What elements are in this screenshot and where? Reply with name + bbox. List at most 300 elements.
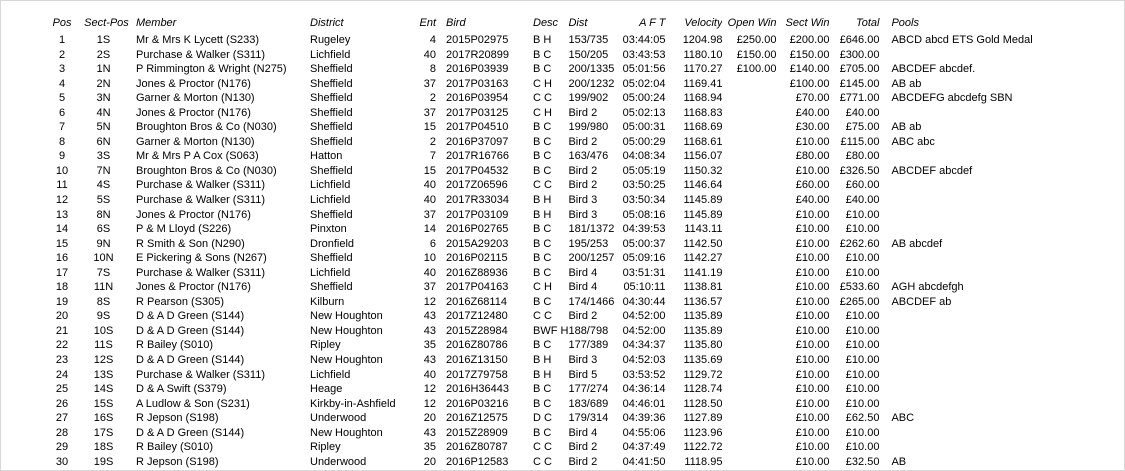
cell-bird: 2015P02975 [446,34,509,46]
cell-open-win [722,178,776,193]
cell-sect-win: £10.00 [795,339,830,352]
cell-sect-pos: 3N [96,92,111,105]
cell-dist: Bird 5 [568,368,598,381]
cell-velocity: 1128.50 [683,397,723,410]
cell-open-win [722,77,776,92]
cell-sect-pos: 18S [93,441,114,454]
cell-dist: 177/274 [568,383,609,396]
cell-pos: 6 [58,106,66,119]
cell-dist: 177/389 [568,339,609,352]
table-row [47,164,1075,179]
cell-ent: 2 [429,135,436,148]
cell-pools: AB abcdef [891,237,943,250]
cell-pos: 3 [58,63,66,76]
cell-sect-win: £40.00 [795,106,830,119]
cell-pools: AB ab [891,121,922,134]
cell-sect-pos: 8N [96,208,111,221]
cell-pos: 27 [55,412,69,425]
cell-dist: 163/476 [568,150,609,163]
cell-district: Ripley [310,339,341,352]
cell-member: E Pickering & Sons (N267) [136,252,267,265]
cell-ent: 15 [423,121,436,134]
cell-velocity: 1129.72 [683,368,723,381]
cell-open-win [722,135,776,150]
cell-aft: 04:39:36 [622,412,666,425]
cell-desc: B H [533,208,552,221]
cell-total: £145.00 [839,77,880,90]
cell-pos: 30 [55,455,69,468]
cell-sect-pos: 12S [93,354,114,367]
cell-total: £10.00 [845,208,880,221]
cell-member: R Jepson (S198) [136,455,219,468]
table-row [47,178,1075,193]
cell-member: Purchase & Walker (S311) [136,179,265,192]
cell-district: Sheffield [310,281,353,294]
cell-sect-pos: 13S [93,368,114,381]
cell-velocity: 1180.10 [683,48,723,61]
table-row [47,353,1075,368]
cell-aft: 03:44:05 [622,34,666,46]
cell-velocity: 1135.89 [683,324,723,337]
cell-open-win: £250.00 [736,34,777,46]
cell-pos: 13 [55,208,69,221]
cell-pools [885,149,1075,164]
cell-member: Purchase & Walker (S311) [136,194,265,207]
cell-sect-win: £10.00 [795,412,830,425]
cell-bird: 2017Z79758 [446,368,508,381]
cell-bird: 2017P03125 [446,106,509,119]
cell-district: New Houghton [310,310,383,323]
cell-ent: 35 [423,441,436,454]
cell-bird: 2017P03163 [446,77,509,90]
table-row [47,77,1075,92]
cell-dist: Bird 4 [568,266,598,279]
cell-total: £10.00 [845,310,880,323]
cell-pools: ABC abc [891,135,935,148]
cell-sect-pos: 8S [96,295,111,308]
cell-sect-pos: 5N [96,121,111,134]
table-row [47,455,1075,470]
cell-sect-pos: 16S [93,412,114,425]
cell-pools [885,222,1075,237]
cell-sect-win: £10.00 [795,397,830,410]
cell-open-win [722,295,776,310]
cell-member: P Rimmington & Wright (N275) [136,63,287,76]
cell-ent: 37 [423,77,436,90]
cell-total: £10.00 [845,354,880,367]
cell-desc: B C [533,135,552,148]
cell-desc: B H [533,368,552,381]
cell-open-win [722,397,776,412]
cell-velocity: 1122.72 [683,441,723,454]
cell-member: R Bailey (S010) [136,339,214,352]
cell-pools: AGH abcdefgh [891,281,964,294]
cell-desc: B C [533,150,552,163]
cell-pools [885,309,1075,324]
cell-open-win [722,222,776,237]
col-header-sect-win: Sect Win [785,16,830,29]
cell-member: R Smith & Son (N290) [136,237,245,250]
cell-bird: 2017R20899 [446,48,510,61]
cell-dist: 199/902 [568,92,609,105]
table-row [47,280,1075,295]
cell-ent: 12 [423,397,436,410]
cell-bird: 2016P02115 [446,252,508,265]
table-row [47,266,1075,281]
table-row [47,135,1075,150]
cell-pools [885,440,1075,455]
cell-pos: 1 [58,34,66,46]
cell-dist: 200/1232 [568,77,615,90]
cell-velocity: 1170.27 [683,63,723,76]
cell-sect-pos: 4S [96,179,111,192]
cell-sect-win: £40.00 [795,194,830,207]
cell-dist: 174/1466 [568,295,615,308]
cell-velocity: 1127.89 [683,412,723,425]
cell-aft: 05:09:16 [622,252,666,265]
cell-district: Lichfield [310,179,351,192]
cell-bird: 2016P03939 [446,63,509,76]
cell-aft: 03:50:25 [622,179,666,192]
cell-district: Underwood [310,412,367,425]
table-row [47,120,1075,135]
cell-sect-win: £100.00 [789,77,830,90]
cell-desc: B C [533,266,552,279]
cell-pools: ABCDEF abcdef [891,164,973,177]
cell-velocity: 1142.50 [683,237,723,250]
cell-sect-win: £10.00 [795,310,830,323]
table-row [47,368,1075,383]
cell-total: £10.00 [845,339,880,352]
cell-sect-pos: 19S [93,455,114,468]
cell-district: Kilburn [310,295,345,308]
cell-ent: 37 [423,208,436,221]
cell-open-win [722,411,776,426]
cell-member: Jones & Proctor (N176) [136,106,251,119]
cell-ent: 40 [423,194,436,207]
cell-member: Broughton Bros & Co (N030) [136,121,277,134]
table-row [47,222,1075,237]
table-row [47,208,1075,223]
cell-desc: B C [533,295,552,308]
cell-district: Sheffield [310,164,353,177]
cell-district: Underwood [310,455,367,468]
cell-sect-win: £10.00 [795,426,830,439]
cell-sect-win: £10.00 [795,441,830,454]
cell-dist: Bird 2 [568,310,598,323]
cell-pos: 14 [55,223,69,236]
cell-sect-pos: 6N [96,135,111,148]
cell-district: Rugeley [310,34,351,46]
cell-dist: Bird 2 [568,179,598,192]
cell-ent: 40 [423,48,436,61]
cell-bird: 2017P04510 [446,121,509,134]
cell-pos: 23 [55,354,69,367]
cell-aft: 04:08:34 [622,150,666,163]
cell-velocity: 1156.07 [683,150,723,163]
cell-sect-pos: 7N [96,164,111,177]
cell-total: £265.00 [839,295,880,308]
cell-open-win [722,164,776,179]
cell-pos: 28 [55,426,69,439]
cell-pools [885,338,1075,353]
cell-member: Purchase & Walker (S311) [136,368,265,381]
cell-aft: 04:34:37 [622,339,666,352]
table-row [47,324,1075,339]
cell-sect-win: £10.00 [795,164,830,177]
cell-pools: ABCD abcd ETS Gold Medal [891,34,1033,46]
cell-dist: Bird 3 [568,208,598,221]
cell-district: Kirkby-in-Ashfield [310,397,396,410]
cell-dist: 181/1372 [568,223,615,236]
cell-district: Lichfield [310,266,351,279]
cell-dist: 153/735 [568,34,609,46]
cell-member: A Ludlow & Son (S231) [136,397,250,410]
cell-dist: 150/205 [568,48,609,61]
cell-ent: 43 [423,354,436,367]
cell-velocity: 1168.83 [683,106,723,119]
cell-sect-pos: 6S [96,223,111,236]
cell-velocity: 1168.61 [683,135,723,148]
col-header-ent: Ent [419,16,436,29]
cell-velocity: 1136.57 [683,295,723,308]
cell-total: £262.60 [839,237,880,250]
cell-pools [885,266,1075,281]
table-row [47,397,1075,412]
cell-aft: 04:37:49 [622,441,666,454]
cell-sect-win: £60.00 [795,179,830,192]
cell-ent: 2 [429,92,436,105]
cell-sect-win: £10.00 [795,354,830,367]
col-header-bird: Bird [446,16,466,29]
cell-aft: 05:00:31 [622,121,666,134]
cell-bird: 2017P03109 [446,208,509,221]
cell-district: Lichfield [310,194,351,207]
cell-velocity: 1135.80 [683,339,723,352]
cell-total: £40.00 [845,194,880,207]
cell-pools [885,368,1075,383]
cell-member: Broughton Bros & Co (N030) [136,164,277,177]
cell-pos: 25 [55,383,69,396]
cell-aft: 04:39:53 [622,223,666,236]
cell-pos: 11 [56,179,68,192]
cell-velocity: 1168.69 [683,121,723,134]
cell-open-win [722,149,776,164]
cell-sect-win: £140.00 [789,63,830,76]
cell-sect-win: £10.00 [795,135,830,148]
cell-sect-pos: 9N [96,237,111,250]
cell-bird: 2016Z88936 [446,266,508,279]
cell-sect-win: £200.00 [789,34,830,46]
cell-aft: 04:30:44 [622,295,666,308]
cell-aft: 03:43:53 [622,48,666,61]
col-header-pos: Pos [52,16,72,29]
cell-bird: 2017Z06596 [446,179,508,192]
cell-open-win [722,382,776,397]
cell-velocity: 1135.89 [683,310,723,323]
cell-ent: 40 [423,368,436,381]
cell-sect-win: £70.00 [795,92,830,105]
cell-member: Purchase & Walker (S311) [136,48,265,61]
cell-total: £80.00 [845,150,880,163]
cell-district: Lichfield [310,48,351,61]
cell-member: Jones & Proctor (N176) [136,77,251,90]
cell-member: P & M Lloyd (S226) [136,223,232,236]
col-header-sect-pos: Sect-Pos [84,16,129,29]
col-header-dist: Dist [568,16,588,29]
cell-pools: AB ab [891,77,922,90]
cell-velocity: 1142.27 [683,252,723,265]
cell-desc: B H [533,194,552,207]
cell-ent: 40 [423,179,436,192]
cell-pos: 12 [55,194,69,207]
cell-desc: C H [533,281,552,294]
cell-dist: 200/1257 [568,252,615,265]
cell-dist: Bird 4 [568,426,598,439]
cell-velocity: 1168.94 [683,92,723,105]
cell-ent: 37 [423,281,436,294]
cell-pools [885,324,1075,339]
cell-open-win [722,280,776,295]
cell-district: Pinxton [310,223,347,236]
cell-pools [885,426,1075,441]
cell-sect-win: £10.00 [795,281,830,294]
cell-sect-pos: 10S [93,324,114,337]
cell-velocity: 1118.95 [684,455,723,468]
cell-open-win [722,237,776,252]
cell-ent: 40 [423,266,436,279]
cell-desc: B C [533,121,552,134]
cell-total: £10.00 [845,266,880,279]
cell-bird: 2017R33034 [446,194,510,207]
cell-bird: 2017P04163 [446,281,509,294]
results-body [47,33,1075,469]
col-header-desc: Desc [533,16,559,29]
cell-total: £10.00 [845,397,880,410]
cell-pos: 18 [55,281,69,294]
table-row [47,91,1075,106]
cell-aft: 04:52:03 [622,354,666,367]
cell-ent: 8 [429,63,436,76]
cell-sect-pos: 3S [96,150,111,163]
cell-sect-pos: 4N [96,106,111,119]
cell-open-win [722,106,776,121]
cell-pos: 21 [55,324,69,337]
cell-velocity: 1135.69 [683,354,723,367]
cell-desc: C H [533,106,552,119]
cell-bird: 2016P03954 [446,92,509,105]
cell-velocity: 1141.19 [683,266,723,279]
cell-aft: 04:52:00 [622,310,666,323]
cell-open-win [722,368,776,383]
cell-total: £75.00 [845,121,880,134]
cell-ent: 20 [423,412,436,425]
cell-aft: 05:10:11 [623,281,666,294]
cell-bird: 2016P37097 [446,135,509,148]
cell-sect-win: £10.00 [795,208,830,221]
col-header-open-win: Open Win [727,16,777,29]
cell-open-win [722,338,776,353]
cell-sect-pos: 15S [93,397,114,410]
cell-pos: 5 [58,92,66,105]
cell-dist: Bird 3 [568,194,598,207]
cell-ent: 12 [423,295,436,308]
cell-ent: 43 [423,324,436,337]
cell-pos: 4 [58,77,66,90]
cell-member: D & A D Green (S144) [136,324,245,337]
cell-pools [885,193,1075,208]
cell-velocity: 1204.98 [682,34,723,46]
cell-pools: AB [891,455,907,468]
cell-bird: 2016P03216 [446,397,509,410]
cell-open-win [722,208,776,223]
cell-open-win [722,266,776,281]
cell-member: Mr & Mrs K Lycett (S233) [136,34,260,46]
cell-pos: 22 [55,339,69,352]
cell-sect-win: £10.00 [795,383,830,396]
cell-bird: 2016Z13150 [446,354,508,367]
table-row [47,411,1075,426]
cell-sect-pos: 10N [93,252,114,265]
cell-velocity: 1150.32 [683,164,723,177]
cell-total: £10.00 [845,324,880,337]
table-row [47,440,1075,455]
cell-dist: 195/253 [568,237,609,250]
cell-total: £115.00 [840,135,880,148]
cell-desc: C C [533,92,552,105]
cell-sect-win: £30.00 [795,121,830,134]
cell-total: £32.50 [845,455,880,468]
cell-dist: 183/689 [568,397,609,410]
cell-aft: 04:46:01 [622,397,666,410]
cell-sect-win: £10.00 [795,237,830,250]
cell-sect-pos: 11N [93,281,114,294]
cell-ent: 10 [423,252,436,265]
cell-open-win [722,353,776,368]
table-row [47,149,1075,164]
cell-district: New Houghton [310,354,383,367]
cell-pos: 24 [55,368,69,381]
cell-sect-win: £10.00 [795,455,830,468]
cell-district: Dronfield [310,237,355,250]
cell-district: Sheffield [310,135,353,148]
cell-open-win [722,324,776,339]
cell-pos: 7 [58,121,66,134]
cell-sect-win: £10.00 [795,324,830,337]
cell-bird: 2016Z80787 [446,441,508,454]
race-results-table [47,13,1075,469]
cell-sect-win: £10.00 [795,223,830,236]
cell-velocity: 1146.64 [683,179,723,192]
cell-velocity: 1143.11 [684,223,723,236]
cell-aft: 05:02:04 [622,77,666,90]
cell-district: Sheffield [310,77,353,90]
cell-district: Lichfield [310,368,351,381]
cell-total: £326.50 [839,164,880,177]
cell-district: Sheffield [310,208,353,221]
cell-total: £10.00 [845,252,880,265]
cell-sect-win: £80.00 [795,150,830,163]
cell-open-win [722,309,776,324]
cell-desc: D C [533,412,552,425]
table-row [47,426,1075,441]
cell-ent: 20 [423,455,436,468]
cell-open-win: £150.00 [736,48,777,61]
cell-velocity: 1169.41 [683,77,723,90]
cell-pools [885,208,1075,223]
cell-district: New Houghton [310,426,383,439]
cell-pools: ABCDEF ab [891,295,952,308]
